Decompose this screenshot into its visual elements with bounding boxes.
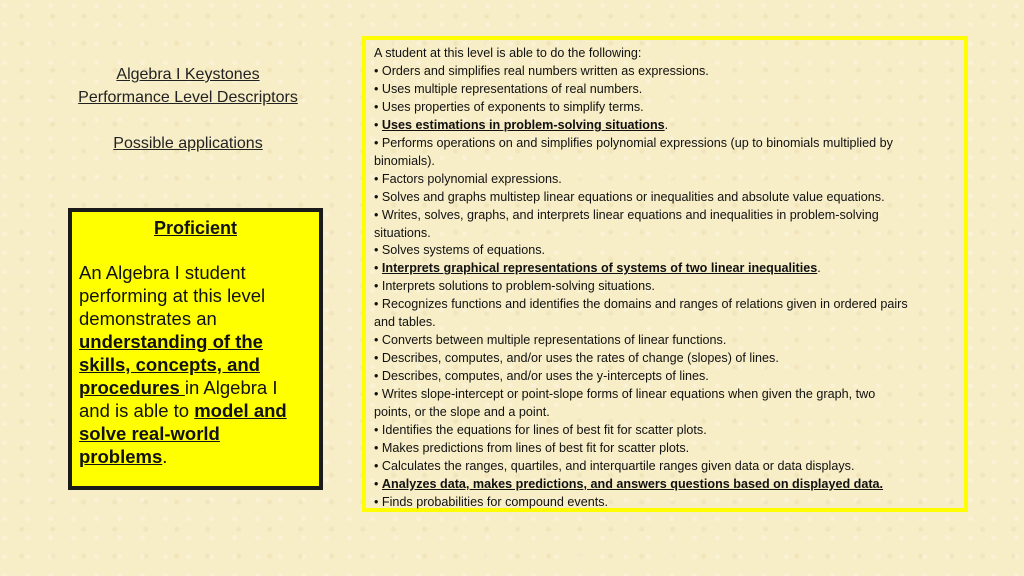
bullet: •: [374, 117, 382, 132]
emphasized-text: Uses estimations in problem-solving situations: [381, 117, 665, 132]
descriptor-item: • Identifies the equations for lines of best fit for scatter plots.: [374, 423, 707, 438]
proficient-box: [68, 208, 323, 490]
descriptor-item: • Orders and simplifies real numbers written as expressions.: [374, 63, 709, 78]
descriptor-item: • Solves systems of equations.: [374, 243, 546, 258]
descriptor-item: • Describes, computes, and/or uses the y-intercepts of lines.: [374, 369, 709, 384]
descriptor-item-emphasized: [374, 117, 956, 135]
descriptor-list-box: [362, 36, 968, 512]
descriptor-intro: A student at this level is able to do the following:: [374, 46, 642, 60]
descriptor-item-continued: binomials).: [374, 153, 435, 168]
descriptor-item: • Converts between multiple representations of linear functions.: [374, 333, 727, 348]
descriptor-item: • Interprets solutions to problem-solving situations.: [374, 279, 655, 294]
bullet: •: [374, 261, 382, 276]
bullet: •: [374, 476, 382, 491]
title-line-1: Algebra I Keystones: [116, 66, 260, 83]
proficient-text-5: .: [162, 446, 168, 467]
descriptor-item: • Solves and graphs multistep linear equations or inequalities and absolute value equations.: [374, 189, 885, 204]
proficient-text-emphasis-1: understanding of the skills, concepts, and procedures: [79, 331, 263, 398]
descriptor-item: • Writes, solves, graphs, and interprets linear equations and inequalities in problem-solving: [374, 207, 879, 222]
descriptor-item: • Uses multiple representations of real numbers.: [374, 81, 643, 96]
descriptor-item-continued: situations.: [374, 225, 431, 240]
descriptor-item: • Performs operations on and simplifies polynomial expressions (up to binomials multiplied by: [374, 135, 893, 150]
punctuation: .: [664, 117, 669, 132]
proficient-text-emphasis-2: model and solve real-world problems: [79, 400, 287, 467]
page-title: [40, 63, 336, 109]
descriptor-item-emphasized: [374, 476, 956, 494]
descriptor-item: • Recognizes functions and identifies the domains and ranges of relations given in ordered pairs: [374, 297, 908, 312]
descriptor-item: • Finds probabilities for compound events.: [374, 494, 609, 509]
title-line-2: Performance Level Descriptors: [78, 89, 298, 106]
descriptor-item-continued: and tables.: [374, 315, 436, 330]
proficient-title: Proficient: [153, 218, 237, 238]
emphasized-text: Interprets graphical representations of systems of two linear inequalities: [381, 261, 818, 276]
descriptor-item: • Calculates the ranges, quartiles, and interquartile ranges given data or data displays.: [374, 458, 855, 473]
proficient-text-1: An Algebra I student performing at this level demonstrates an: [79, 262, 266, 329]
descriptor-item: • Describes, computes, and/or uses the rates of change (slopes) of lines.: [374, 351, 779, 366]
possible-applications-heading: Possible applications: [113, 135, 263, 152]
descriptor-item: • Factors polynomial expressions.: [374, 171, 562, 186]
proficient-text-3: in Algebra I and is able to: [79, 377, 278, 421]
descriptor-item: • Makes predictions from lines of best fit for scatter plots.: [374, 440, 690, 455]
descriptor-item-continued: points, or the slope and a point.: [374, 405, 550, 420]
emphasized-text: Analyzes data, makes predictions, and answers questions based on displayed data.: [381, 476, 884, 491]
proficient-description: [79, 261, 313, 468]
descriptor-item: • Writes slope-intercept or point-slope forms of linear equations when given the graph, two: [374, 387, 876, 402]
punctuation: .: [817, 261, 821, 276]
descriptor-item-emphasized: [374, 260, 956, 278]
descriptor-item: • Uses properties of exponents to simplify terms.: [374, 99, 644, 114]
